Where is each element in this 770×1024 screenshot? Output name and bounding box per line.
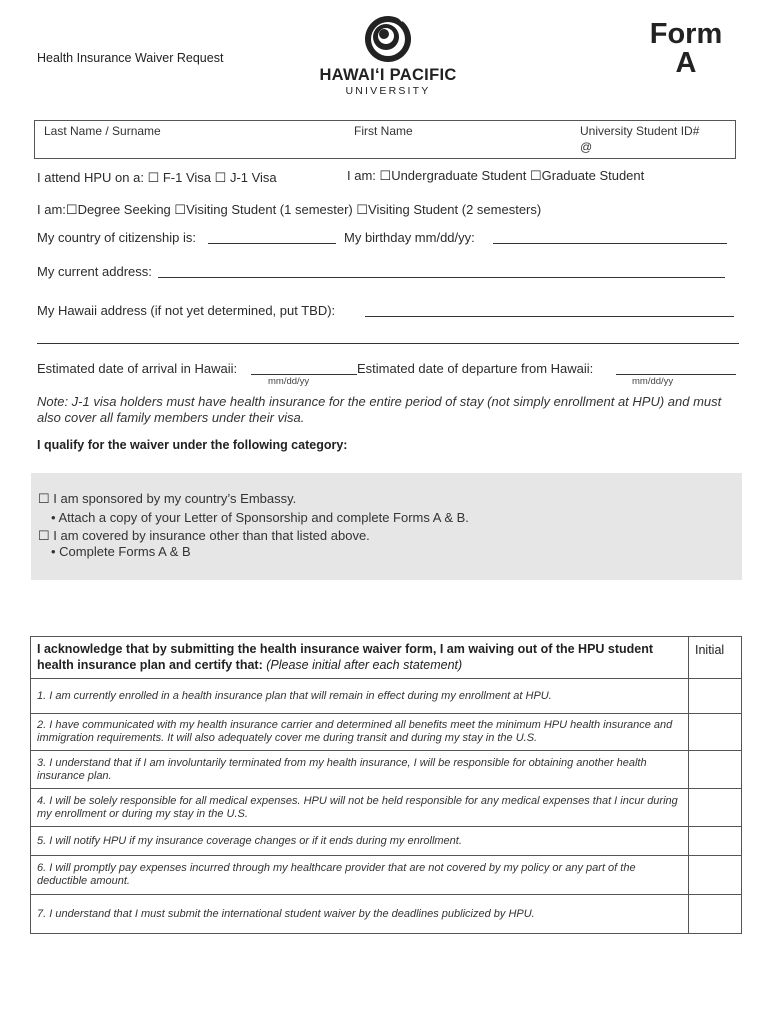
form-label <box>636 20 736 78</box>
hawaii-address-line-2[interactable] <box>37 343 739 344</box>
form-word: Form <box>649 18 723 50</box>
statement-4: 4. I will be solely responsible for all medical expenses. HPU will not be held responsible for any medical expenses that I incur during my enrollment or during my stay in the U.S. <box>31 789 689 827</box>
table-header-row <box>31 637 742 679</box>
initial-header: Initial <box>689 637 742 679</box>
university-name: HAWAIʻI PACIFIC <box>319 66 457 84</box>
table-row <box>31 895 742 934</box>
citizenship-line[interactable] <box>208 243 336 244</box>
birthday-line[interactable] <box>493 243 727 244</box>
visiting2-checkbox[interactable]: ☐ <box>356 202 369 217</box>
grad-label: Graduate Student <box>541 168 645 183</box>
table-row <box>31 751 742 789</box>
last-name-field[interactable]: Last Name / Surname <box>44 124 161 138</box>
arrival-line[interactable] <box>251 374 357 375</box>
initial-cell-4[interactable] <box>689 789 742 827</box>
f1-checkbox[interactable]: ☐ <box>147 170 160 185</box>
level-prefix: I am: <box>347 168 376 183</box>
ack-heading <box>31 637 689 679</box>
visa-row <box>37 170 277 186</box>
statement-3: 3. I understand that if I am involuntarily terminated from my health insurance, I will be responsible for obtaining another health insurance plan. <box>31 751 689 789</box>
initial-cell-1[interactable] <box>689 679 742 714</box>
initial-cell-6[interactable] <box>689 856 742 895</box>
category-embassy-detail: • Attach a copy of your Letter of Sponsorship and complete Forms A & B. <box>51 510 469 525</box>
visa-prefix: I attend HPU on a: <box>37 170 144 185</box>
email-at-sign: @ <box>580 140 593 154</box>
arrival-hint: mm/dd/yy <box>268 376 310 387</box>
table-row <box>31 856 742 895</box>
f1-label: F-1 Visa <box>162 170 212 185</box>
j1-label: J-1 Visa <box>229 170 277 185</box>
form-letter: A <box>675 47 697 79</box>
level-row <box>347 168 644 184</box>
statement-6: 6. I will promptly pay expenses incurred through my healthcare provider that are not covered by my policy or any part of the deductible amount. <box>31 856 689 895</box>
university-sub: UNIVERSITY <box>345 85 431 97</box>
status-row <box>37 202 541 218</box>
visiting1-label: Visiting Student (1 semester) <box>186 202 353 217</box>
ack-heading-italic: (Please initial after each statement) <box>266 657 463 672</box>
statement-1: 1. I am currently enrolled in a health insurance plan that will remain in effect during my enrollment at HPU. <box>31 679 689 714</box>
category-other-detail: • Complete Forms A & B <box>51 544 191 559</box>
undergrad-checkbox[interactable]: ☐ <box>379 168 392 183</box>
table-row <box>31 789 742 827</box>
hawaii-address-line[interactable] <box>365 316 734 317</box>
initial-cell-7[interactable] <box>689 895 742 934</box>
table-row <box>31 679 742 714</box>
degree-label: Degree Seeking <box>77 202 171 217</box>
undergrad-label: Undergraduate Student <box>391 168 527 183</box>
statement-5: 5. I will notify HPU if my insurance coverage changes or if it ends during my enrollment. <box>31 827 689 856</box>
departure-hint: mm/dd/yy <box>632 376 674 387</box>
hpu-swirl-icon <box>362 12 414 64</box>
table-row <box>31 714 742 751</box>
first-name-field[interactable]: First Name <box>354 124 413 138</box>
category-box <box>31 473 742 580</box>
status-prefix: I am: <box>37 202 66 217</box>
ack-heading-bold: I acknowledge that by submitting the health insurance waiver form, I am waiving out of the HPU student health insurance plan and certify that: <box>37 642 654 672</box>
category-other-insurance[interactable]: ☐ I am covered by insurance other than that listed above. <box>38 528 370 543</box>
visiting2-label: Visiting Student (2 semesters) <box>368 202 542 217</box>
arrival-label: Estimated date of arrival in Hawaii: <box>37 361 238 376</box>
departure-line[interactable] <box>616 374 736 375</box>
degree-checkbox[interactable]: ☐ <box>65 202 78 217</box>
hawaii-address-label: My Hawaii address (if not yet determined, put TBD): <box>37 303 336 318</box>
statement-2: 2. I have communicated with my health insurance carrier and determined all benefits meet the minimum HPU health insurance and immigration requirements. It will also adequately cover me during transit and during my stay in the U.S. <box>31 714 689 751</box>
grad-checkbox[interactable]: ☐ <box>529 168 542 183</box>
initial-cell-3[interactable] <box>689 751 742 789</box>
departure-label: Estimated date of departure from Hawaii: <box>357 361 594 376</box>
citizenship-label: My country of citizenship is: <box>37 230 196 245</box>
j1-note: Note: J-1 visa holders must have health insurance for the entire period of stay (not simply enrollment at HPU) and must also cover all family members under their visa. <box>37 394 722 425</box>
acknowledgement-table <box>30 636 742 934</box>
qualify-heading: I qualify for the waiver under the following category: <box>37 438 348 452</box>
current-address-line[interactable] <box>158 277 725 278</box>
name-box <box>34 120 736 159</box>
student-id-field[interactable]: University Student ID# <box>580 124 700 138</box>
visiting1-checkbox[interactable]: ☐ <box>174 202 187 217</box>
initial-cell-5[interactable] <box>689 827 742 856</box>
form-title: Health Insurance Waiver Request <box>37 51 224 65</box>
j1-checkbox[interactable]: ☐ <box>214 170 227 185</box>
category-embassy[interactable]: ☐ I am sponsored by my country’s Embassy. <box>38 491 297 506</box>
table-row <box>31 827 742 856</box>
initial-cell-2[interactable] <box>689 714 742 751</box>
birthday-label: My birthday mm/dd/yy: <box>344 230 475 245</box>
current-address-label: My current address: <box>37 264 152 279</box>
statement-7: 7. I understand that I must submit the international student waiver by the deadlines publicized by HPU. <box>31 895 689 934</box>
university-logo <box>318 12 458 97</box>
